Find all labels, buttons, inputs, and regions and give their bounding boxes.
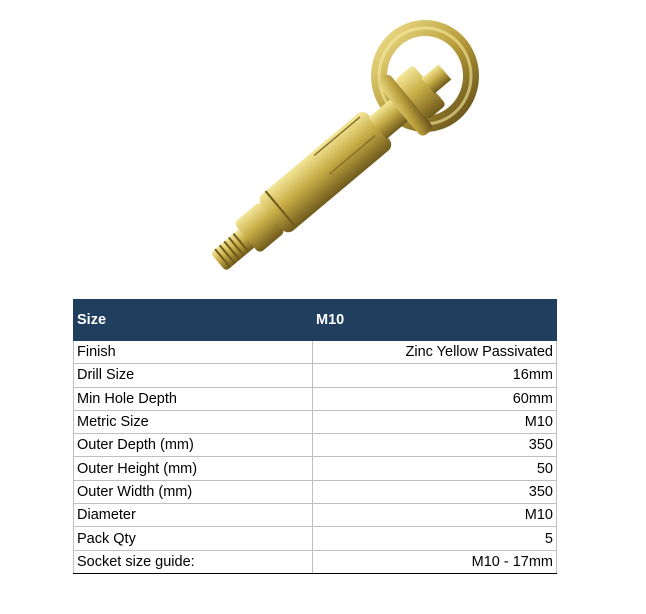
- spec-label: Pack Qty: [74, 527, 313, 550]
- spec-table: [73, 299, 557, 574]
- spec-value: 16mm: [313, 364, 557, 387]
- spec-value: 60mm: [313, 387, 557, 410]
- spec-header-row: [74, 300, 557, 341]
- spec-label: Finish: [74, 341, 313, 364]
- spec-row-pack-qty: [74, 527, 557, 550]
- spec-header-label: Size: [74, 300, 313, 341]
- spec-label: Metric Size: [74, 410, 313, 433]
- spec-value: M10 - 17mm: [313, 550, 557, 573]
- spec-value: Zinc Yellow Passivated: [313, 341, 557, 364]
- spec-label: Diameter: [74, 504, 313, 527]
- spec-label: Min Hole Depth: [74, 387, 313, 410]
- spec-label: Drill Size: [74, 364, 313, 387]
- spec-value: 350: [313, 434, 557, 457]
- spec-value: 50: [313, 457, 557, 480]
- spec-label: Outer Depth (mm): [74, 434, 313, 457]
- spec-row-finish: [74, 341, 557, 364]
- spec-label: Outer Height (mm): [74, 457, 313, 480]
- spec-value: 5: [313, 527, 557, 550]
- spec-row-outer-height: [74, 457, 557, 480]
- spec-value: 350: [313, 480, 557, 503]
- spec-value: M10: [313, 410, 557, 433]
- spec-value: M10: [313, 504, 557, 527]
- spec-row-min-hole-depth: [74, 387, 557, 410]
- spec-row-drill-size: [74, 364, 557, 387]
- spec-row-metric-size: [74, 410, 557, 433]
- spec-label: Outer Width (mm): [74, 480, 313, 503]
- spec-header-value: M10: [313, 300, 557, 341]
- spec-label: Socket size guide:: [74, 550, 313, 573]
- spec-row-socket-size-guide: [74, 550, 557, 573]
- spec-row-outer-depth: [74, 434, 557, 457]
- spec-row-diameter: [74, 504, 557, 527]
- spec-row-outer-width: [74, 480, 557, 503]
- eye-bolt-anchor-icon: [130, 8, 490, 288]
